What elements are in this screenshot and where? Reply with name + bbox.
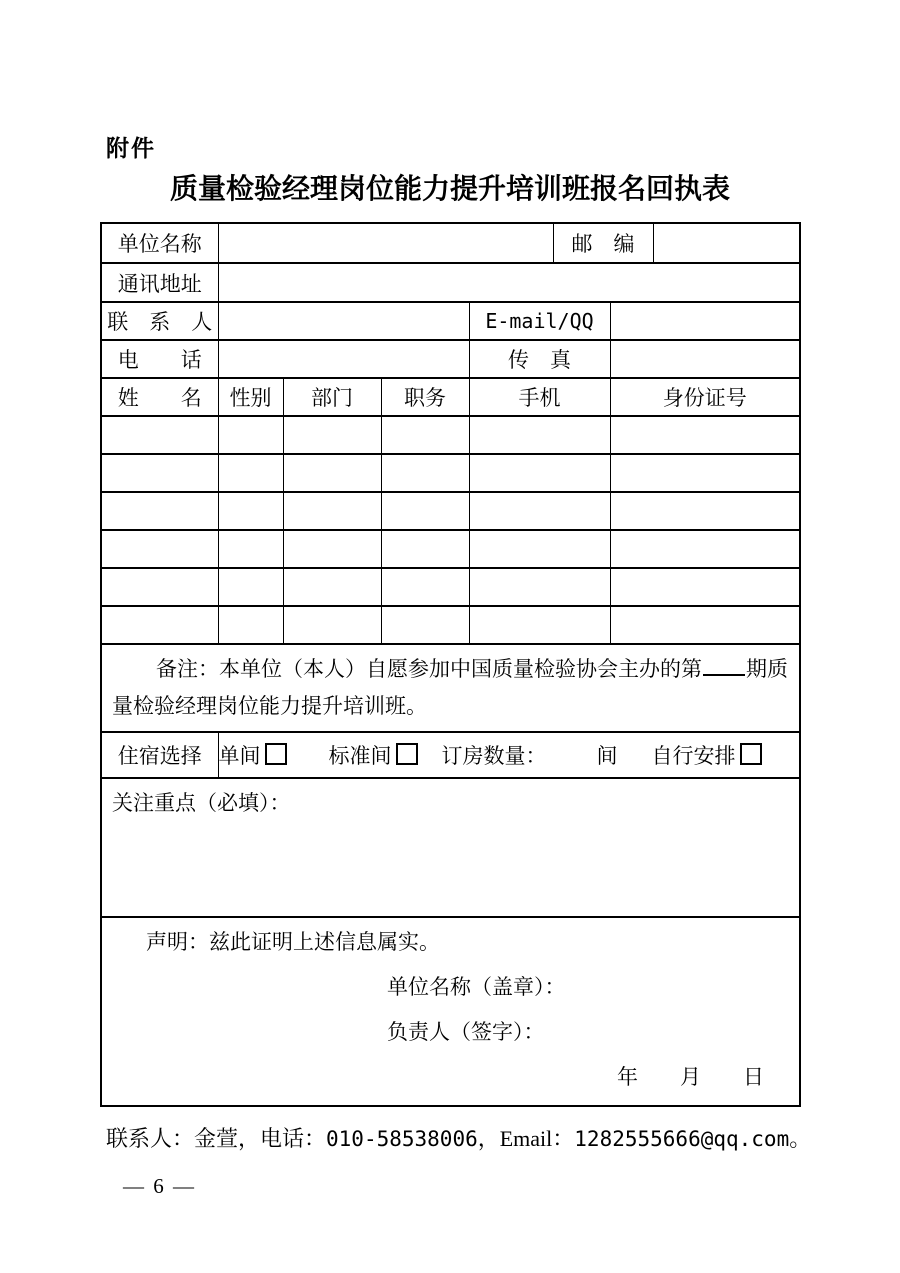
lodging-option-self-arrange [652, 744, 762, 768]
roster-cell [610, 416, 800, 454]
self-arrange-checkbox-icon [740, 743, 762, 765]
roster-cell [218, 606, 283, 644]
unit-name-row [101, 223, 800, 263]
roster-cell [283, 568, 381, 606]
roster-cell [218, 416, 283, 454]
remark-row [101, 644, 800, 732]
roster-cell [381, 492, 469, 530]
roster-cell [283, 530, 381, 568]
roster-header-row [101, 378, 800, 416]
roster-cell [283, 492, 381, 530]
remark-suffix: 期质量检验经理岗位能力提升培训班。 [112, 657, 788, 718]
contact-person-field [218, 302, 469, 340]
roster-cell [101, 606, 218, 644]
self-arrange-label: 自行安排 [651, 744, 736, 768]
roster-cell [469, 492, 610, 530]
footer-contact [106, 1122, 811, 1153]
roster-empty-row [101, 454, 800, 492]
roster-cell [381, 416, 469, 454]
roster-cell [469, 416, 610, 454]
roster-cell [283, 454, 381, 492]
roster-empty-row [101, 416, 800, 454]
roster-empty-row [101, 530, 800, 568]
roster-cell [283, 416, 381, 454]
roster-cell [101, 530, 218, 568]
address-field [218, 263, 800, 302]
footer-email-label: ，Email： [477, 1126, 575, 1151]
roster-header-gender: 性别 [218, 378, 283, 416]
date-line: 年 月 日 [617, 1064, 764, 1089]
roster-header-name: 姓 名 [101, 378, 218, 416]
declaration-row [101, 917, 800, 1106]
roster-cell [469, 606, 610, 644]
email-qq-label: E-mail/QQ [469, 302, 610, 340]
fax-label: 传 真 [469, 340, 610, 378]
roster-cell [469, 530, 610, 568]
roster-cell [218, 568, 283, 606]
address-label: 通讯地址 [101, 263, 218, 302]
lodging-option-standard-room [329, 744, 418, 768]
roster-empty-row [101, 492, 800, 530]
postal-code-label: 邮 编 [553, 223, 653, 263]
page-title: 质量检验经理岗位能力提升培训班报名回执表 [169, 174, 730, 205]
unit-name-field [218, 223, 553, 263]
unit-seal-label: 单位名称（盖章）： [387, 974, 566, 999]
phone-row [101, 340, 800, 378]
signature-label: 负责人（签字）： [387, 1019, 545, 1044]
roster-empty-row [101, 606, 800, 644]
roster-cell [469, 454, 610, 492]
standard-room-label: 标准间 [328, 744, 392, 768]
roster-cell [610, 530, 800, 568]
lodging-row [101, 732, 800, 778]
remark-text [112, 651, 789, 725]
roster-empty-row [101, 568, 800, 606]
roster-header-mobile: 手机 [469, 378, 610, 416]
roster-cell [101, 492, 218, 530]
roster-cell [469, 568, 610, 606]
page-number: — 6 — [123, 1174, 196, 1198]
registration-form-table [100, 222, 801, 1107]
roster-cell [218, 530, 283, 568]
roster-cell [101, 416, 218, 454]
declaration-statement: 声明：兹此证明上述信息属实。 [146, 929, 440, 954]
address-row [101, 263, 800, 302]
roster-cell [610, 606, 800, 644]
roster-header-id-number: 身份证号 [610, 378, 800, 416]
roster-cell [283, 606, 381, 644]
single-room-checkbox-icon [265, 743, 287, 765]
roster-cell [381, 568, 469, 606]
remark-cell [101, 644, 800, 732]
footer-email: 1282555666@qq.com [574, 1127, 790, 1151]
roster-header-position: 职务 [381, 378, 469, 416]
remark-blank-underline [703, 654, 745, 676]
focus-row [101, 778, 800, 917]
unit-name-label: 单位名称 [101, 223, 218, 263]
roster-header-department: 部门 [283, 378, 381, 416]
remark-prefix: 备注：本单位（本人）自愿参加中国质量检验协会主办的第 [156, 657, 702, 681]
roster-cell [101, 568, 218, 606]
phone-label: 电 话 [101, 340, 218, 378]
footer-period: 。 [789, 1126, 812, 1151]
email-qq-field [610, 302, 800, 340]
roster-cell [610, 568, 800, 606]
fax-field [610, 340, 800, 378]
postal-code-field [653, 223, 800, 263]
room-count-label: 订房数量： [441, 744, 547, 768]
standard-room-checkbox-icon [396, 743, 418, 765]
contact-row [101, 302, 800, 340]
roster-cell [218, 454, 283, 492]
attachment-label: 附件 [106, 135, 156, 161]
roster-cell [101, 454, 218, 492]
room-count-unit: 间 [596, 744, 618, 768]
roster-cell [610, 454, 800, 492]
roster-cell [381, 606, 469, 644]
lodging-options-cell [218, 732, 800, 778]
footer-phone: 010-58538006 [326, 1127, 478, 1151]
declaration-cell [101, 917, 800, 1106]
roster-cell [381, 454, 469, 492]
footer-contact-prefix: 联系人：金萱，电话： [106, 1126, 327, 1151]
roster-cell [381, 530, 469, 568]
focus-cell [101, 778, 800, 917]
roster-cell [610, 492, 800, 530]
lodging-label: 住宿选择 [101, 732, 218, 778]
single-room-label: 单间 [218, 744, 261, 768]
roster-cell [218, 492, 283, 530]
phone-field [218, 340, 469, 378]
focus-label: 关注重点（必填）： [112, 791, 291, 815]
contact-person-label: 联 系 人 [101, 302, 218, 340]
lodging-option-single-room [219, 744, 287, 768]
